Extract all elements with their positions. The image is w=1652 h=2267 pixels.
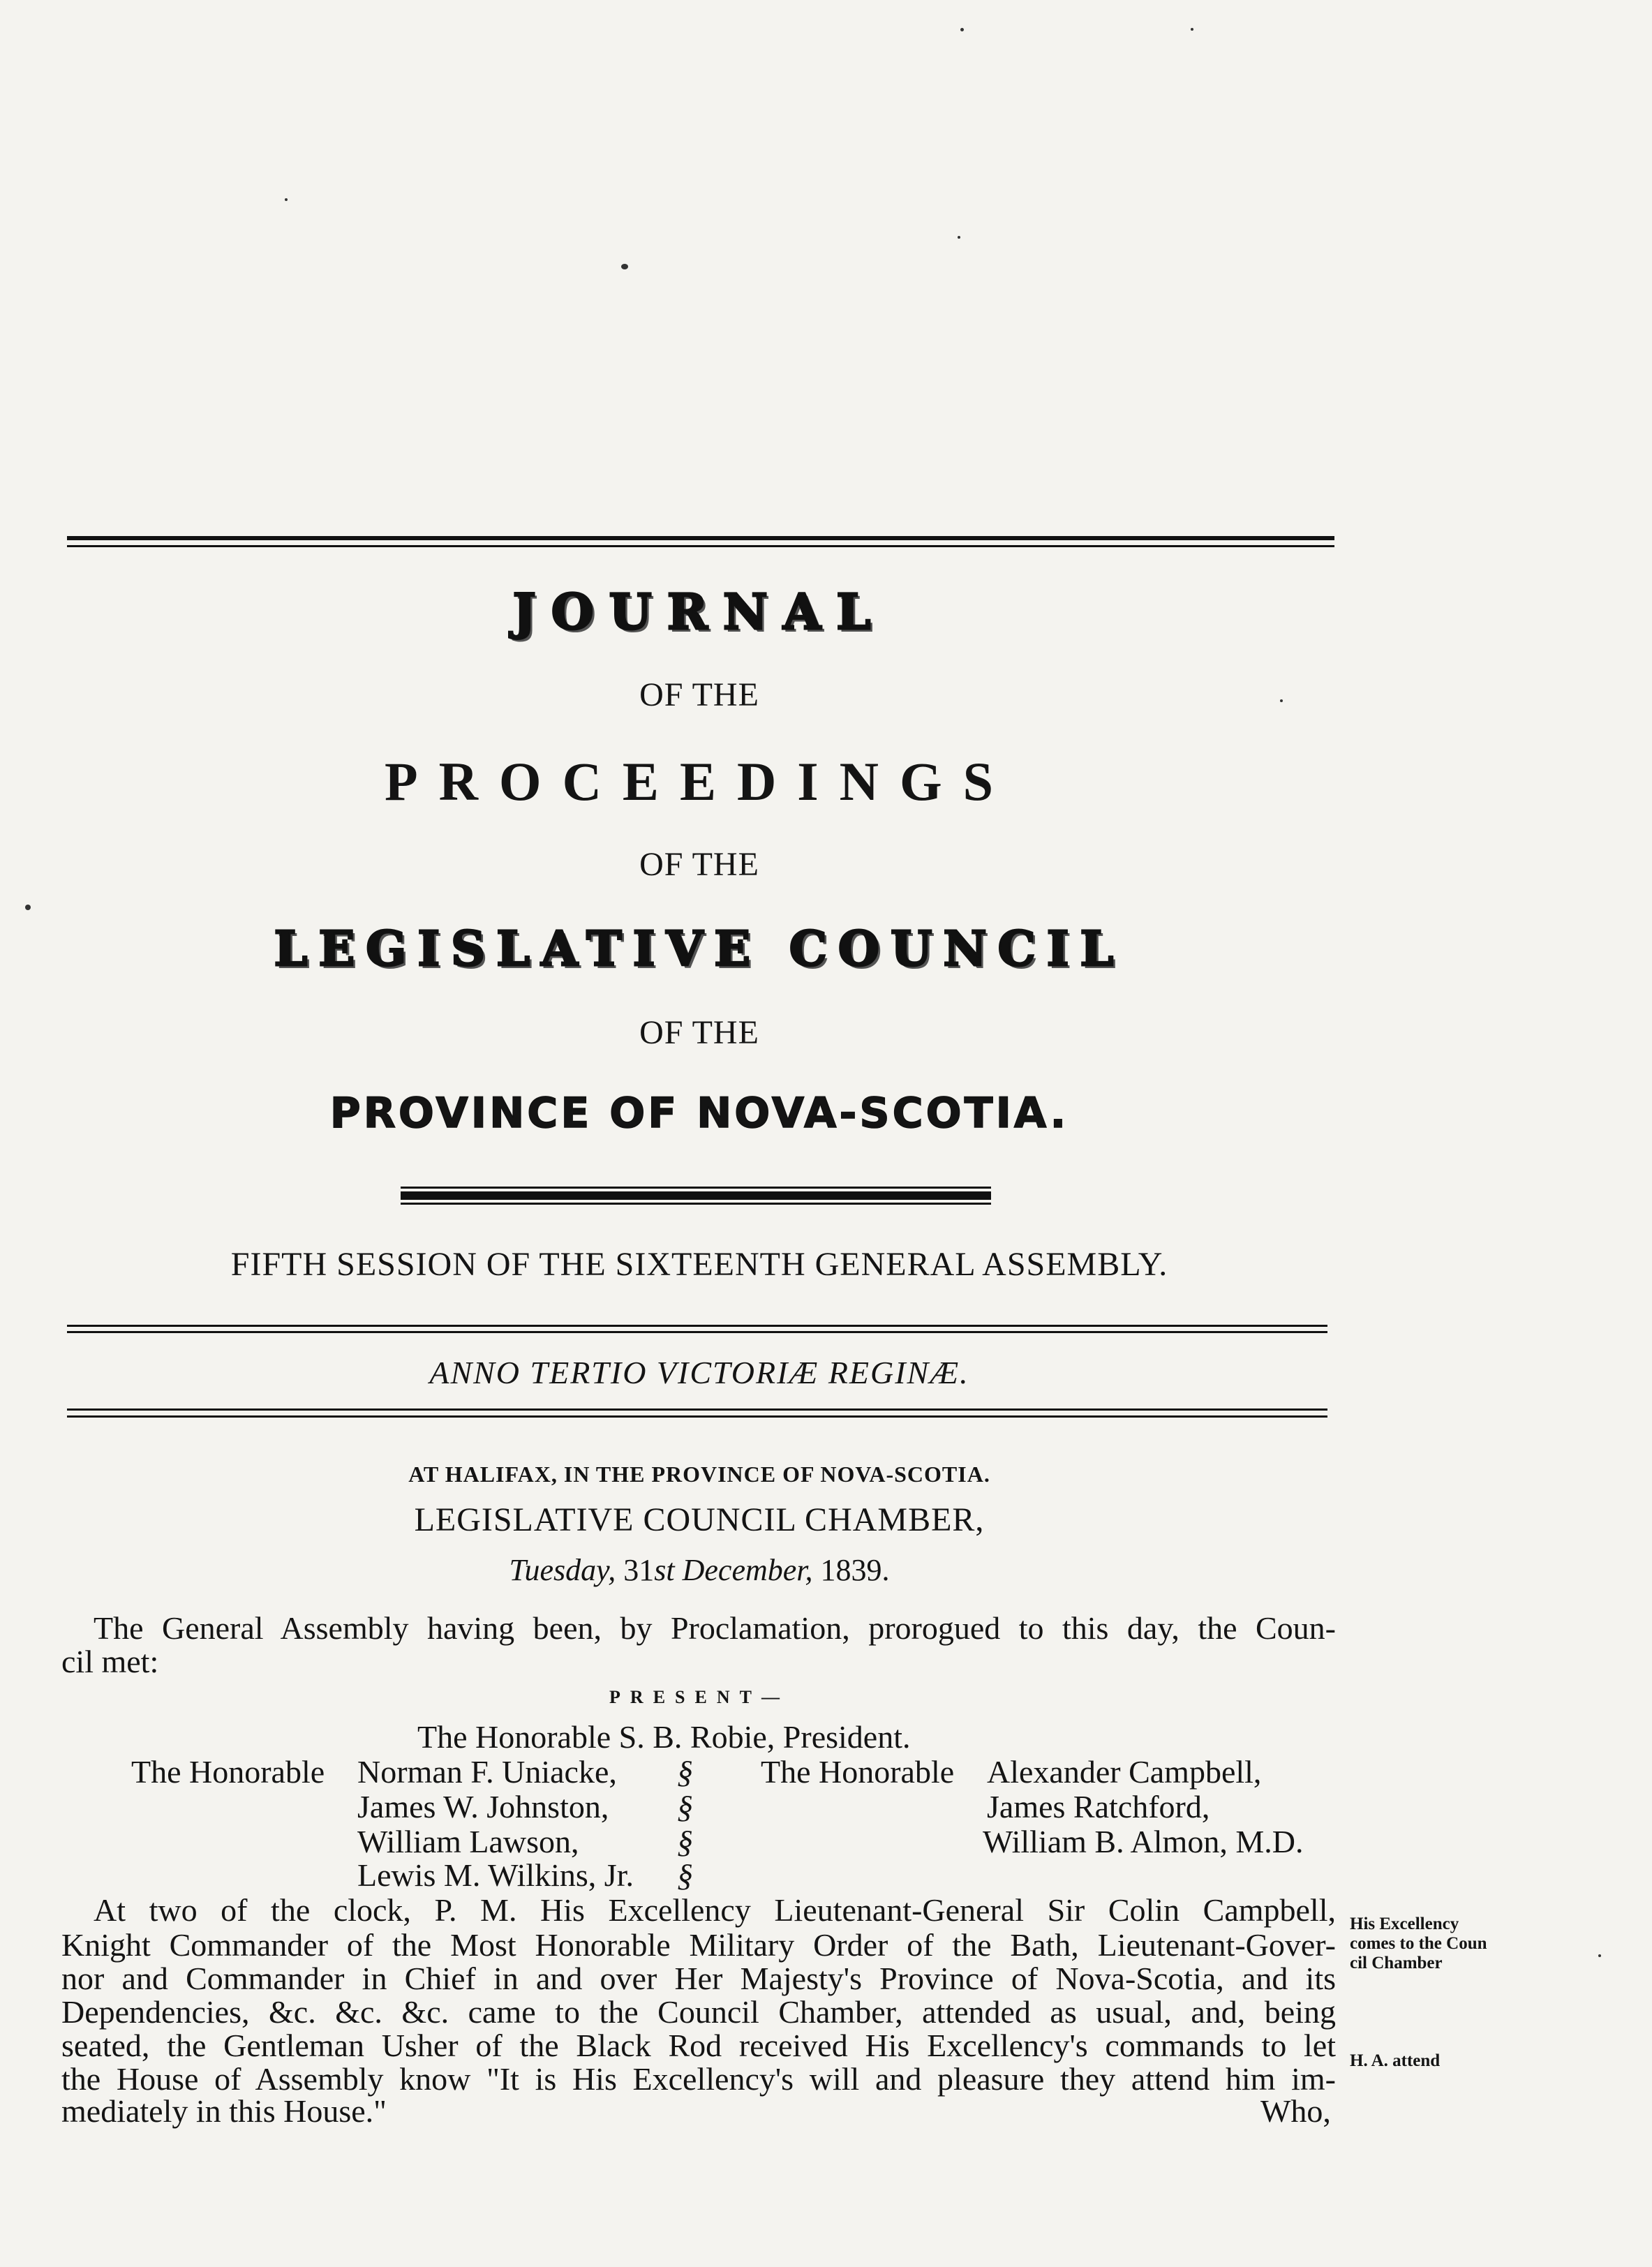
brace-glyph-4: §: [677, 1857, 693, 1893]
session-line: FIFTH SESSION OF THE SIXTEENTH GENERAL ASSEMBLY.: [230, 1246, 1168, 1283]
title-proceedings: PROCEEDINGS: [384, 751, 1015, 812]
paragraph-last-line: mediately in this House.": [61, 2093, 387, 2129]
right-prefix: The Honorable: [761, 1754, 955, 1790]
date-month: December,: [682, 1553, 813, 1587]
title-journal: JOURNAL: [512, 583, 886, 641]
right-name-2: James Ratchford,: [987, 1789, 1210, 1824]
left-prefix: The Honorable: [131, 1754, 325, 1790]
paragraph-line-2: Knight Commander of the Most Honorable Military Order of the Bath, Lieutenant-Gover-: [61, 1927, 1336, 1963]
scan-speck: [1280, 699, 1283, 702]
paragraph-line-5: seated, the Gentleman Usher of the Black Rod received His Excellency's commands to let: [61, 2028, 1336, 2063]
present-heading: PRESENT—: [609, 1687, 789, 1707]
right-name-3: William B. Almon, M.D.: [983, 1824, 1304, 1859]
anno-line: ANNO TERTIO VICTORIÆ REGINÆ.: [429, 1355, 969, 1390]
scan-speck: [621, 264, 628, 269]
date-year: 1839.: [820, 1553, 890, 1587]
president-line: The Honorable S. B. Robie, President.: [417, 1719, 911, 1755]
of-the-line-3: OF THE: [639, 1014, 759, 1051]
paragraph-line-3: nor and Commander in Chief in and over Her Majesty's Province of Nova-Scotia, and its: [61, 1961, 1336, 1996]
paragraph-line-1: At two of the clock, P. M. His Excellency Lieutenant-General Sir Colin Campbell,: [94, 1892, 1336, 1928]
date-num: 31: [623, 1553, 655, 1587]
margin-note-assembly: H. A. attend: [1350, 2051, 1441, 2070]
anno-rule-bottom-1: [67, 1408, 1327, 1411]
middle-rule-thin-top: [401, 1187, 991, 1189]
anno-rule-top-1: [67, 1325, 1327, 1327]
right-name-1: Alexander Campbell,: [987, 1754, 1262, 1790]
of-the-line-2: OF THE: [639, 846, 759, 883]
left-name-3: William Lawson,: [357, 1824, 579, 1859]
location-place: AT HALIFAX, IN THE PROVINCE OF NOVA-SCOTIA.: [408, 1462, 990, 1487]
date-number: [623, 1553, 674, 1587]
intro-line-1: The General Assembly having been, by Proclamation, prorogued to this day, the Coun-: [94, 1610, 1336, 1646]
scan-speck: [958, 236, 960, 239]
of-the-line-1: OF THE: [639, 676, 759, 713]
margin-note-excellency-1: His Excellency: [1350, 1915, 1459, 1933]
scan-speck: [285, 198, 288, 201]
margin-note-excellency-2: comes to the Coun: [1350, 1934, 1487, 1953]
middle-rule-thick: [401, 1191, 991, 1200]
title-legislative-council: LEGISLATIVE COUNCIL: [274, 921, 1125, 977]
brace-glyph-3: §: [677, 1824, 693, 1859]
anno-rule-bottom-2: [67, 1415, 1327, 1418]
scan-speck: [1598, 1954, 1601, 1957]
scan-speck: [960, 28, 964, 31]
brace-glyph-2: §: [677, 1789, 693, 1824]
date-suffix: st: [654, 1553, 675, 1587]
paragraph-line-6: the House of Assembly know "It is His Excellency's will and pleasure they attend him im-: [61, 2061, 1336, 2097]
anno-rule-top-2: [67, 1331, 1327, 1333]
left-name-4: Lewis M. Wilkins, Jr.: [357, 1857, 634, 1893]
location-chamber: LEGISLATIVE COUNCIL CHAMBER,: [414, 1501, 985, 1538]
middle-rule-thin-bottom: [401, 1203, 991, 1205]
title-province: PROVINCE OF NOVA-SCOTIA.: [329, 1089, 1069, 1138]
paragraph-line-4: Dependencies, &c. &c. &c. came to the Council Chamber, attended as usual, and, being: [61, 1994, 1336, 2030]
catchword: Who,: [1260, 2093, 1331, 2129]
top-rule-thin: [67, 545, 1334, 547]
left-name-2: James W. Johnston,: [357, 1789, 609, 1824]
brace-glyph-1: §: [677, 1754, 693, 1790]
left-name-1: Norman F. Uniacke,: [357, 1754, 617, 1790]
top-rule-thick: [67, 536, 1334, 540]
intro-line-2: cil met:: [61, 1644, 159, 1679]
scan-speck: [1191, 28, 1193, 31]
date-line: [67, 1552, 1332, 1588]
date-day: Tuesday,: [509, 1553, 616, 1587]
scan-speck: [25, 905, 31, 910]
margin-note-excellency-3: cil Chamber: [1350, 1954, 1443, 1972]
